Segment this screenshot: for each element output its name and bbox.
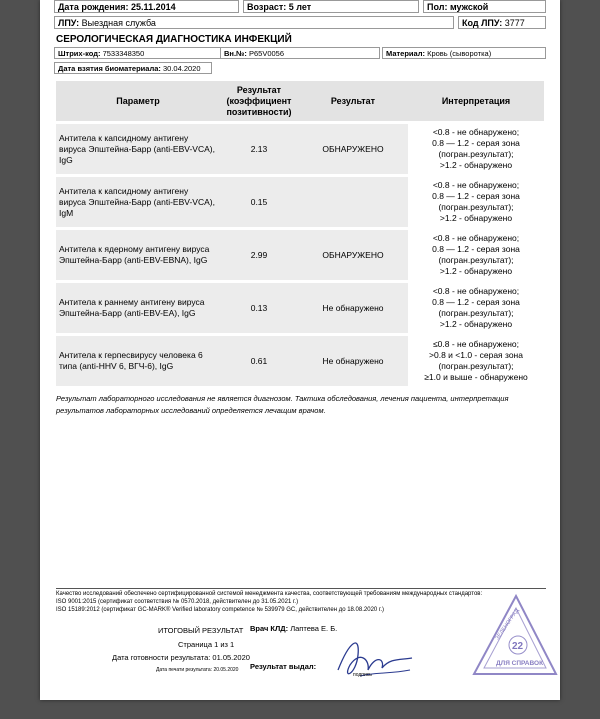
material-label: Материал:: [386, 49, 425, 58]
interp-line: <0.8 - не обнаружено;: [432, 180, 520, 190]
sex-value: мужской: [449, 2, 489, 12]
issued-label: Результат выдал:: [250, 662, 317, 671]
barcode-field: [54, 47, 226, 59]
col-header-interpretation: Интерпретация: [408, 81, 544, 121]
final-result-label: ИТОГОВЫЙ РЕЗУЛЬТАТ: [158, 626, 244, 635]
interp-line: <0.8 - не обнаружено;: [432, 127, 520, 137]
lpu-code-field: [458, 16, 546, 29]
age-value: 5 лет: [288, 2, 312, 12]
interp-line: (погран.результат);: [438, 149, 514, 159]
row-interpretation: [408, 230, 544, 280]
section-title: СЕРОЛОГИЧЕСКАЯ ДИАГНОСТИКА ИНФЕКЦИЙ: [56, 34, 292, 45]
table-row: [56, 336, 544, 386]
signature-caption: подпись: [353, 672, 372, 678]
footer-line: ISO 15189:2012 (сертификат GC-MARK® Verified laboratory competence № 539979 GC, действителен до 18.08.2020 г.): [56, 607, 385, 613]
row-parameter: Антитела к капсидному антигену вируса Эпштейна-Барр (anti-EBV-VCA), IgM: [56, 177, 220, 227]
interp-line: <0.8 - не обнаружено;: [432, 286, 520, 296]
interp-line: ≤0.8 - не обнаружено;: [432, 339, 519, 349]
vn-value: P65V0056: [248, 49, 285, 58]
interp-line: >1.2 - обнаружено: [439, 160, 513, 170]
material-value: Кровь (сыворотка): [427, 49, 492, 58]
lpu-field: [54, 16, 454, 29]
disclaimer-note: Результат лабораторного исследования не является диагнозом. Тактика обследования, лечения пациента, интерпретация результатов лабораторных исследований определяется лечащим врачом.: [56, 394, 509, 415]
signature-scribble: [330, 630, 420, 685]
birth-date-field: [54, 0, 239, 13]
row-interpretation: [408, 124, 544, 174]
age-field: [243, 0, 419, 13]
row-result: [298, 177, 408, 227]
footer-line: Качество исследований обеспечено сертифицированной системой менеджмента качества, соответствующей требованиям международных стандартов:: [56, 591, 483, 597]
interp-line: 0.8 — 1.2 - серая зона: [432, 297, 520, 307]
vn-label: Вн.№:: [224, 49, 247, 58]
row-parameter: Антитела к герпесвирусу человека 6 типа (anti-HHV 6, ВГЧ-6), IgG: [56, 336, 220, 386]
row-value: 2.99: [220, 230, 298, 280]
sample-date-label: Дата взятия биоматериала:: [58, 64, 161, 73]
row-result: ОБНАРУЖЕНО: [298, 124, 408, 174]
page-number: Страница 1 из 1: [178, 640, 235, 649]
sex-label: Пол:: [427, 2, 448, 12]
row-result: ОБНАРУЖЕНО: [298, 230, 408, 280]
report-page: [40, 0, 560, 700]
age-label: Возраст:: [247, 2, 287, 12]
col-header-result: Результат: [298, 81, 408, 121]
row-parameter: Антитела к капсидному антигену вируса Эпштейна-Барр (anti-EBV-VCA), IgG: [56, 124, 220, 174]
interp-line: <0.8 - не обнаружено;: [432, 233, 520, 243]
row-parameter: Антитела к ядерному антигену вируса Эпштейна-Барр (anti-EBV-EBNA), IgG: [56, 230, 220, 280]
row-interpretation: [408, 177, 544, 227]
row-value: 2.13: [220, 124, 298, 174]
interp-line: (погран.результат);: [438, 308, 514, 318]
table-row: [56, 124, 544, 174]
results-table: [56, 78, 544, 389]
row-interpretation: [408, 336, 544, 386]
stamp-bottom-text: ДЛЯ СПРАВОК: [496, 660, 544, 667]
interp-line: (погран.результат);: [438, 361, 514, 371]
print-date: Дата печати результата: 20.05.2020: [156, 667, 239, 673]
interp-line: (погран.результат);: [438, 255, 514, 265]
material-field: [382, 47, 546, 59]
interp-line: ≥1.0 и выше - обнаружено: [424, 372, 528, 382]
interp-line: (погран.результат);: [438, 202, 514, 212]
lpu-code-value: 3777: [504, 18, 525, 28]
barcode-value: 7533348350: [102, 49, 145, 58]
stamp-graphic: [468, 590, 560, 680]
col-header-coefficient: Результат (коэффициент позитивности): [220, 81, 298, 121]
interp-line: 0.8 — 1.2 - серая зона: [432, 244, 520, 254]
interp-line: >1.2 - обнаружено: [439, 266, 513, 276]
ready-date: Дата готовности результата: 01.05.2020: [112, 653, 250, 662]
birth-date-value: 25.11.2014: [131, 2, 176, 12]
row-result: Не обнаружено: [298, 283, 408, 333]
table-row: [56, 283, 544, 333]
sample-date-value: 30.04.2020: [162, 64, 201, 73]
interp-line: >0.8 и <1.0 - серая зона: [429, 350, 523, 360]
row-value: 0.61: [220, 336, 298, 386]
lpu-code-label: Код ЛПУ:: [462, 18, 503, 28]
vn-field: [220, 47, 380, 59]
row-value: 0.15: [220, 177, 298, 227]
row-parameter: Антитела к раннему антигену вируса Эпштейна-Барр (anti-EBV-EA), IgG: [56, 283, 220, 333]
doctor-name: Лаптева Е. Б.: [290, 624, 338, 633]
interp-line: 0.8 — 1.2 - серая зона: [432, 191, 520, 201]
interp-line: 0.8 — 1.2 - серая зона: [432, 138, 520, 148]
interp-line: >1.2 - обнаружено: [439, 319, 513, 329]
col-header-parameter: Параметр: [56, 81, 220, 121]
sample-date-field: [54, 62, 212, 74]
interp-line: >1.2 - обнаружено: [439, 213, 513, 223]
lpu-label: ЛПУ:: [58, 18, 80, 28]
table-row: [56, 177, 544, 227]
doctor-field: [250, 624, 337, 633]
stamp-top-text: ЗЕЛЕНОГРАД: [494, 607, 521, 642]
row-result: Не обнаружено: [298, 336, 408, 386]
doctor-label: Врач КЛД:: [250, 624, 289, 633]
sex-field: [423, 0, 546, 13]
lpu-value: Выездная служба: [81, 18, 156, 28]
table-row: [56, 230, 544, 280]
footer-line: ISO 9001:2015 (сертификат соответствия № 0570.2018, действителен до 31.05.2021 г.): [56, 599, 299, 605]
row-value: 0.13: [220, 283, 298, 333]
barcode-label: Штрих-код:: [58, 49, 101, 58]
birth-date-label: Дата рождения:: [58, 2, 129, 12]
row-interpretation: [408, 283, 544, 333]
stamp-number: 22: [512, 641, 524, 652]
